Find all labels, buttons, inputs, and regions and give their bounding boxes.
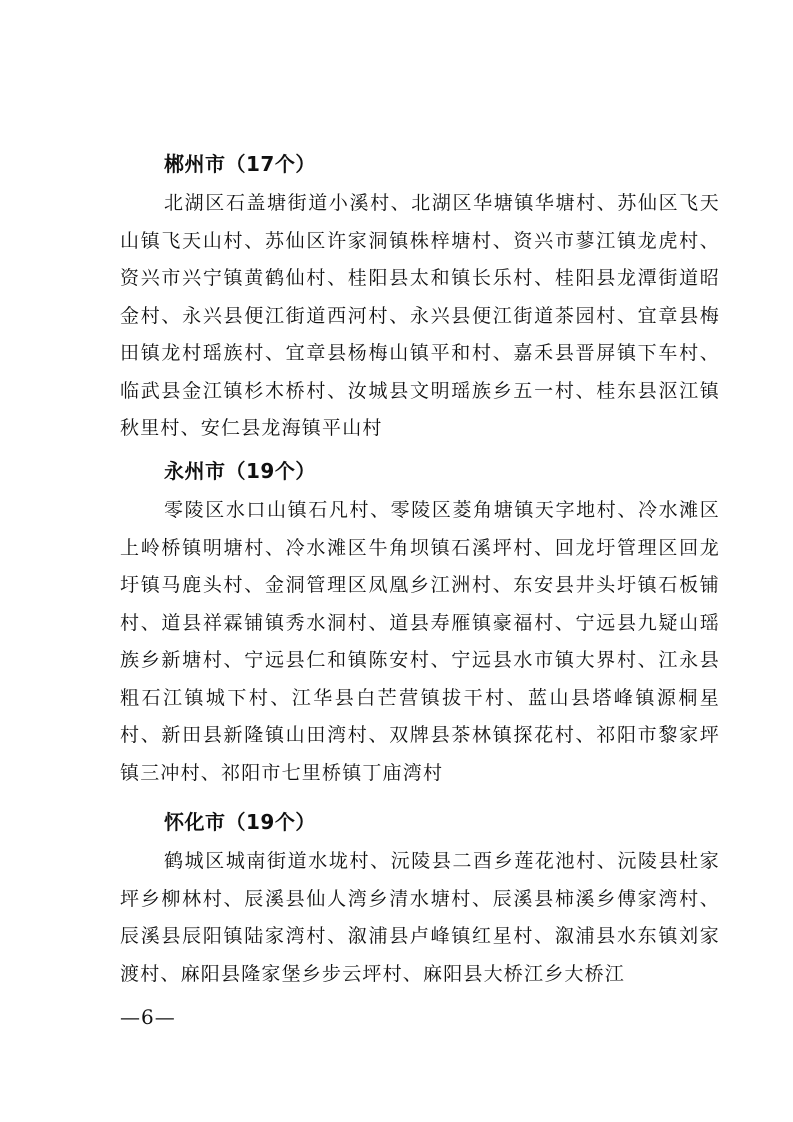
section-body: 北湖区石盖塘街道小溪村、北湖区华塘镇华塘村、苏仙区飞天山镇飞天山村、苏仙区许家洞镇株梓塘村、资兴市蓼江镇龙虎村、资兴市兴宁镇黄鹤仙村、桂阳县太和镇长乐村、桂阳县龙潭街道昭金村、永兴县便江街道西河村、永兴县便江街道茶园村、宜章县梅田镇龙村瑶族村、宜章县杨梅山镇平和村、嘉禾县晋屏镇下车村、临武县金江镇杉木桥村、汝城县文明瑶族乡五一村、桂东县沤江镇秋里村、安仁县龙海镇平山村 <box>120 192 720 439</box>
section-heading: 怀化市（19个） <box>164 810 316 834</box>
section-yongzhou <box>120 456 720 792</box>
section-body: 鹤城区城南街道水垅村、沅陵县二酉乡莲花池村、沅陵县杜家坪乡柳林村、辰溪县仙人湾乡清水塘村、辰溪县柿溪乡傅家湾村、辰溪县辰阳镇陆家湾村、溆浦县卢峰镇红星村、溆浦县水东镇刘家渡村、麻阳县隆家堡乡步云坪村、麻阳县大桥江乡大桥江 <box>120 850 720 985</box>
section-chenzhou <box>120 149 720 448</box>
section-heading: 郴州市（17个） <box>164 152 316 176</box>
section-huaihua <box>120 807 720 993</box>
section-body: 零陵区水口山镇石凡村、零陵区菱角塘镇天字地村、冷水滩区上岭桥镇明塘村、冷水滩区牛角坝镇石溪坪村、回龙圩管理区回龙圩镇马鹿头村、金洞管理区凤凰乡江洲村、东安县井头圩镇石板铺村、道县祥霖铺镇秀水洞村、道县寿雁镇豪福村、宁远县九疑山瑶族乡新塘村、宁远县仁和镇陈安村、宁远县水市镇大界村、江永县粗石江镇城下村、江华县白芒营镇拔干村、蓝山县塔峰镇源桐星村、新田县新隆镇山田湾村、双牌县茶林镇探花村、祁阳市黎家坪镇三冲村、祁阳市七里桥镇丁庙湾村 <box>120 499 720 784</box>
page-number: —6— <box>120 1005 176 1029</box>
section-heading: 永州市（19个） <box>164 459 316 483</box>
